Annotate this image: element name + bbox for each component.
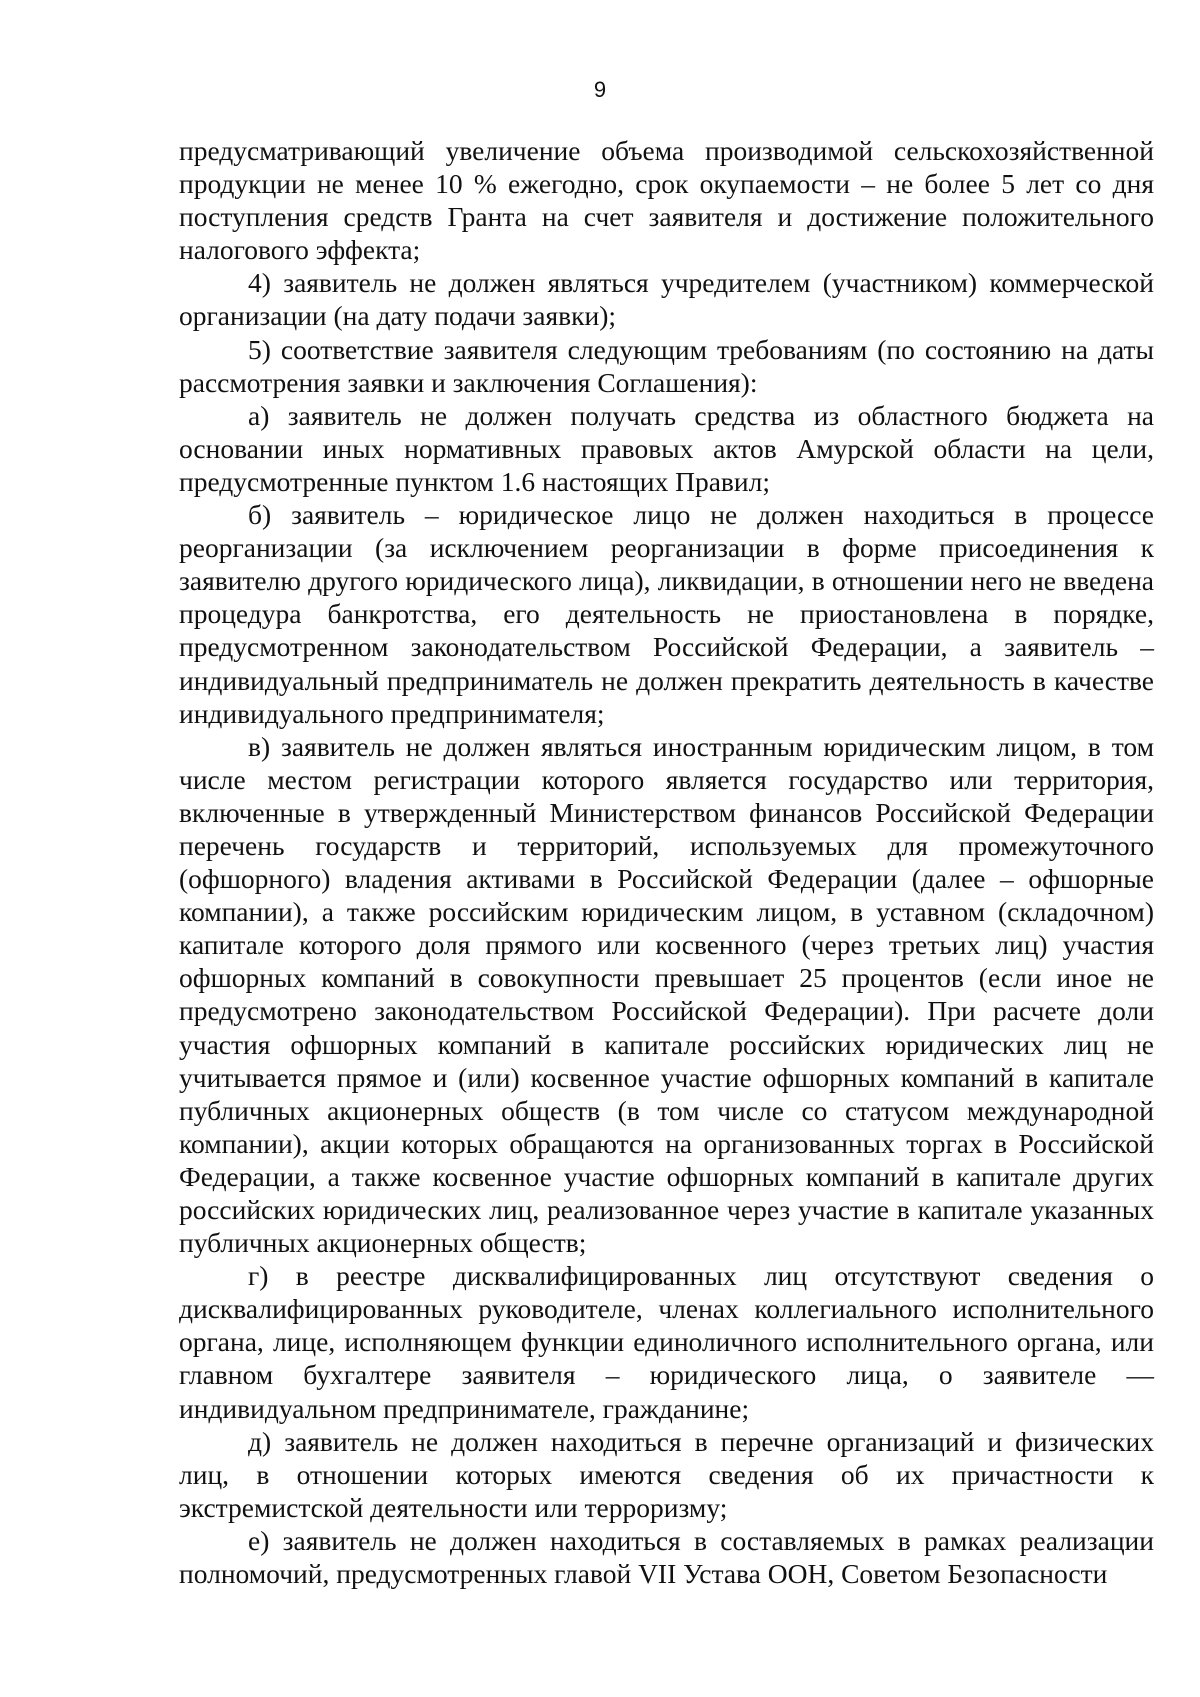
paragraph-subitem-e: е) заявитель не должен находиться в составляемых в рамках реализации полномочий, предусмотренных главой VII Устава ООН, Советом Безопасности bbox=[179, 1524, 1154, 1590]
paragraph-subitem-a: а) заявитель не должен получать средства из областного бюджета на основании иных нормативных правовых актов Амурской области на цели, предусмотренные пунктом 1.6 настоящих Правил; bbox=[179, 399, 1154, 497]
paragraph-continuation: предусматривающий увеличение объема производимой сельскохозяйственной продукции не менее 10 % ежегодно, срок окупаемости – не более 5 лет со дня поступления средств Гранта на счет заявителя и достижение положительного налогового эффекта; bbox=[179, 135, 1154, 266]
paragraph-subitem-d: д) заявитель не должен находиться в перечне организаций и физических лиц, в отношении которых имеются сведения об их причастности к экстремистской деятельности или терроризму; bbox=[179, 1425, 1154, 1523]
paragraph-subitem-g: г) в реестре дисквалифицированных лиц отсутствуют сведения о дисквалифицированных руководителе, членах коллегиального исполнительного органа, лице, исполняющем функции единоличного исполнительного органа, или главном бухгалтере заявителя – юридического лица, о заявителе — индивидуальном предпринимателе, гражданине; bbox=[179, 1260, 1154, 1424]
paragraph-item-4: 4) заявитель не должен являться учредителем (участником) коммерческой организации (на дату подачи заявки); bbox=[179, 267, 1154, 332]
paragraph-item-5: 5) соответствие заявителя следующим требованиям (по состоянию на даты рассмотрения заявки и заключения Соглашения): bbox=[179, 333, 1154, 398]
paragraph-subitem-v: в) заявитель не должен являться иностранным юридическим лицом, в том числе местом регистрации которого является государство или территория, включенные в утвержденный Министерством финансов Российской Федерации перечень государств и территорий, используемых для промежуточного (офшорного) владения активами в Российской Федерации (далее – офшорные компании), а также российским юридическим лицом, в уставном (складочном) капитале которого доля прямого или косвенного (через третьих лиц) участия офшорных компаний в совокупности превышает 25 процентов (если иное не предусмотрено законодательством Российской Федерации). При расчете доли участия офшорных компаний в капитале российских юридических лиц не учитывается прямое и (или) косвенное участие офшорных компаний в капитале публичных акционерных обществ (в том числе со статусом международной компании), акции которых обращаются на организованных торгах в Российской Федерации, а также косвенное участие офшорных компаний в капитале других российских юридических лиц, реализованное через участие в капитале указанных публичных акционерных обществ; bbox=[179, 730, 1154, 1259]
paragraph-subitem-b: б) заявитель – юридическое лицо не должен находиться в процессе реорганизации (за исключением реорганизации в форме присоединения к заявителю другого юридического лица), ликвидации, в отношении него не введена процедура банкротства, его деятельность не приостановлена в порядке, предусмотренном законодательством Российской Федерации, а заявитель – индивидуальный предприниматель не должен прекратить деятельность в качестве индивидуального предпринимателя; bbox=[179, 499, 1154, 729]
page-number: 9 bbox=[593, 77, 607, 102]
document-body bbox=[179, 134, 1154, 1590]
